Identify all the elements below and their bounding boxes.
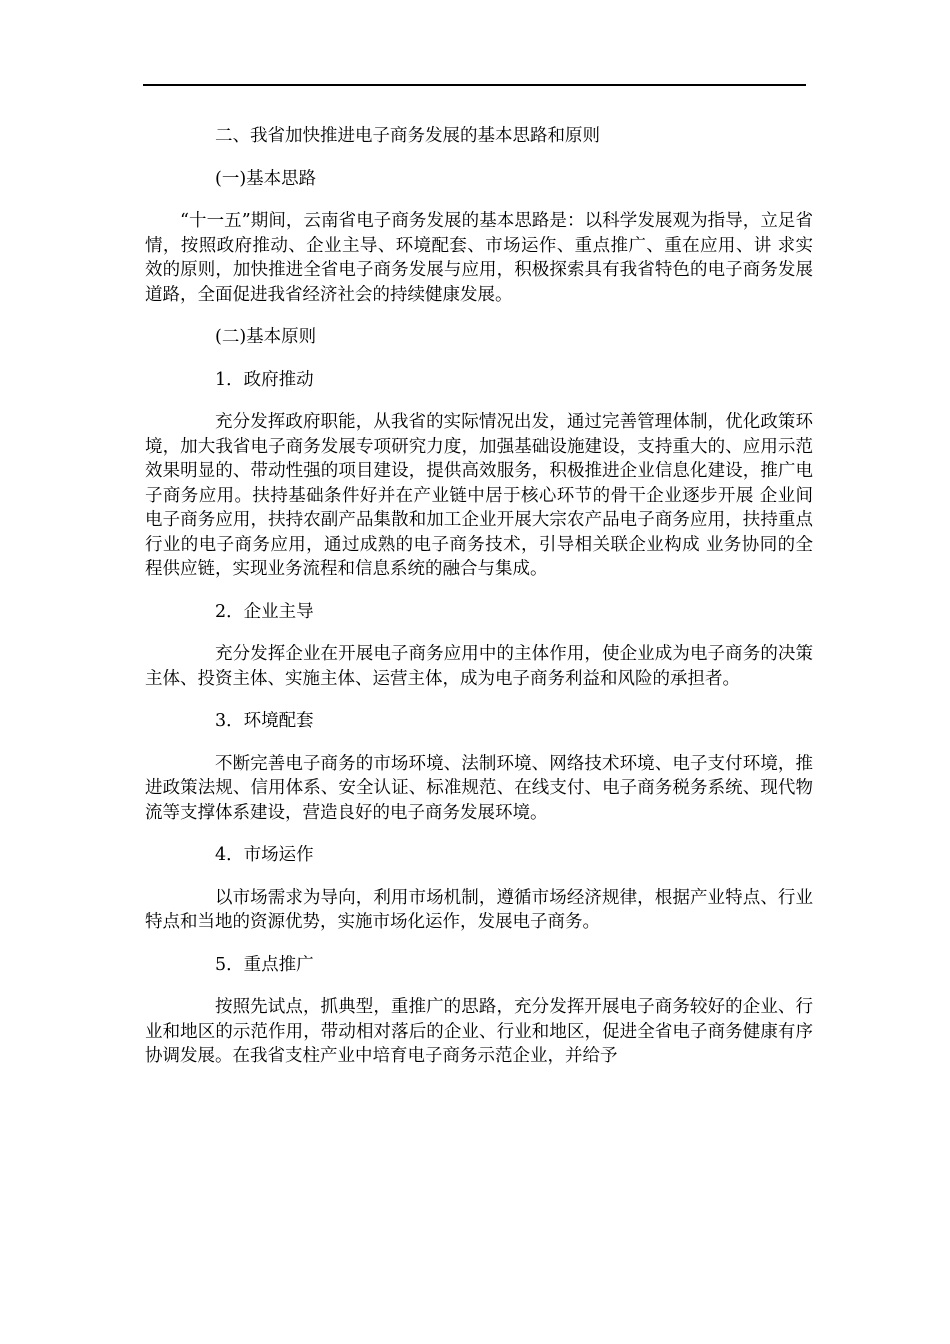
principle-title-enterprise: 2．企业主导 bbox=[215, 601, 314, 622]
basic-thinking-paragraph: “十一五”期间，云南省电子商务发展的基本思路是：以科学发展观为指导，立足省情，按照政府推动、企业主导、环境配套、市场运作、重点推广、重在应用、讲 求实效的原则，加快推进全省电子商务发展与应用，积极探索具有我省特色的电子商务发展道路，全面促进我省经济社会的持续健康发展。 bbox=[145, 211, 813, 305]
principle-body-promotion: 按照先试点，抓典型，重推广的思路，充分发挥开展电子商务较好的企业、行业和地区的示范作用，带动相对落后的企业、行业和地区，促进全省电子商务健康有序 协调发展。在我省支柱产业中培育电子商务示范企业，并给予 bbox=[145, 997, 813, 1066]
subsection-title-basic-thinking: (一)基本思路 bbox=[215, 168, 317, 189]
subsection-title-basic-principles: (二)基本原则 bbox=[215, 327, 317, 347]
principle-title-government: 1．政府推动 bbox=[215, 369, 314, 390]
principle-title-environment: 3．环境配套 bbox=[215, 711, 314, 731]
section-title: 二、我省加快推进电子商务发展的基本思路和原则 bbox=[215, 126, 600, 146]
principle-body-market: 以市场需求为导向，利用市场机制，遵循市场经济规律，根据产业特点、行业特点和当地的资源优势，实施市场化运作，发展电子商务。 bbox=[145, 887, 813, 932]
principle-body-government: 充分发挥政府职能，从我省的实际情况出发，通过完善管理体制，优化政策环境，加大我省电子商务发展专项研究力度，加强基础设施建设，支持重大的、应用示范 效果明显的、带动性强的项目建设，提供高效服务，积极推进企业信息化建设，推广电子商务应用。扶持基础条件好并在产业链中居于核心环节的骨干企业逐步开展 企业间电子商务应用，扶持农副产品集散和加工企业开展大宗农产品电子商务应用，扶持重点行业的电子商务应用，通过成熟的电子商务技术，引导相关联企业构成 业务协同的全程供应链，实现业务流程和信息系统的融合与集成。 bbox=[145, 412, 813, 579]
header-rule bbox=[143, 84, 806, 86]
principle-title-promotion: 5．重点推广 bbox=[215, 954, 314, 975]
principle-title-market: 4．市场运作 bbox=[215, 845, 314, 865]
principle-body-environment: 不断完善电子商务的市场环境、法制环境、网络技术环境、电子支付环境，推进政策法规、信用体系、安全认证、标准规范、在线支付、电子商务税务系统、现代物流等支撑体系建设，营造良好的电子商务发展环境。 bbox=[145, 753, 813, 823]
document-body bbox=[145, 124, 813, 1069]
principle-body-enterprise: 充分发挥企业在开展电子商务应用中的主体作用，使企业成为电子商务的决策主体、投资主体、实施主体、运营主体，成为电子商务利益和风险的承担者。 bbox=[145, 644, 813, 689]
